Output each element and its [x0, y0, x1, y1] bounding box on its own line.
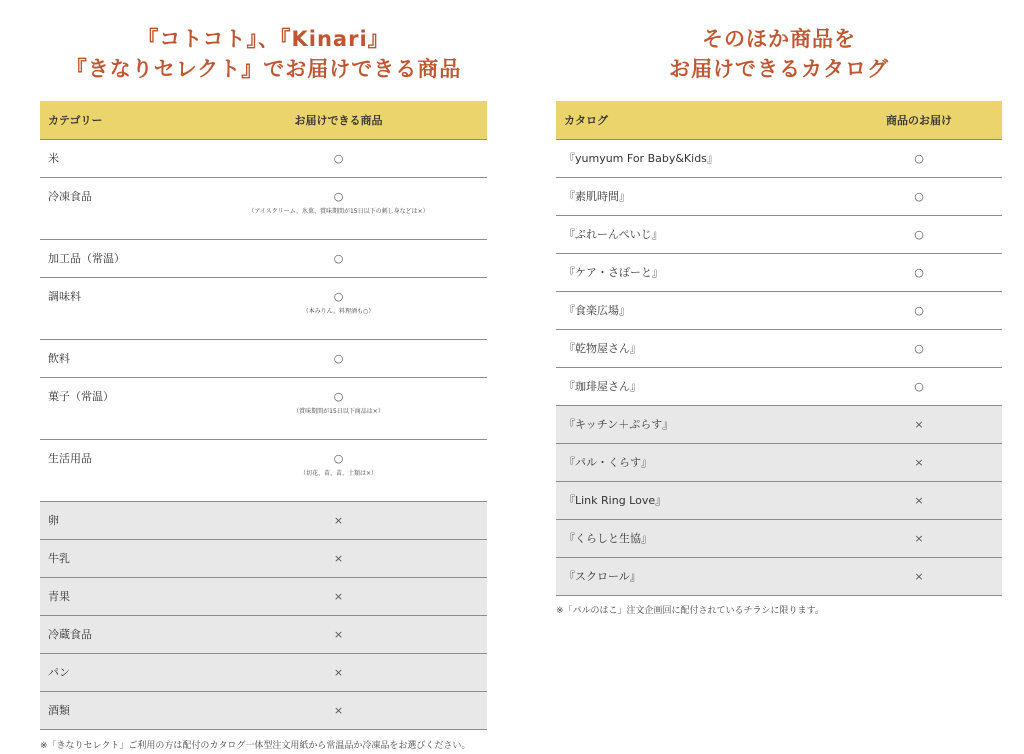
available-mark-icon: ○: [914, 341, 924, 355]
row-label: 牛乳: [48, 551, 70, 565]
table-row: [40, 654, 487, 692]
availability-cell: [836, 482, 1002, 520]
unavailable-mark-icon: ×: [333, 551, 344, 565]
row-label-cell: [40, 278, 190, 340]
unavailable-mark-icon: ×: [333, 665, 344, 679]
availability-cell: [190, 654, 487, 692]
available-mark-icon: ○: [333, 452, 344, 465]
row-label: 『食楽広場』: [564, 303, 630, 317]
row-label-cell: [556, 406, 836, 444]
row-note: （切花、苗、苗、土類は×）: [299, 470, 378, 477]
unavailable-mark-icon: ×: [333, 703, 344, 717]
availability-cell: [836, 444, 1002, 482]
row-label: 『乾物屋さん』: [564, 341, 641, 355]
category-table: [40, 101, 487, 730]
availability-cell: [836, 368, 1002, 406]
availability-cell: [836, 558, 1002, 596]
available-mark-icon: ○: [914, 189, 924, 203]
table-header-row: [556, 101, 1002, 140]
left-section-heading: [40, 0, 487, 101]
table-row: [556, 558, 1002, 596]
catalog-table-body: [556, 140, 1002, 596]
available-mark-icon: ○: [914, 303, 924, 317]
row-label-cell: [40, 502, 190, 540]
row-label-cell: [40, 378, 190, 440]
row-label-cell: [556, 558, 836, 596]
availability-cell: [190, 178, 487, 240]
row-label: 『Link Ring Love』: [564, 493, 667, 507]
heading-line: 『コトコト』、『Kinari』: [137, 27, 390, 51]
table-row: [556, 444, 1002, 482]
left-footnote: ※「きなりセレクト」ご利用の方は配付のカタログ一体型注文用紙から常温品か冷凍品をお選びください。: [40, 741, 471, 751]
table-row: [40, 278, 487, 340]
available-mark-icon: ○: [333, 251, 344, 265]
availability-cell: [836, 330, 1002, 368]
availability-cell: [190, 140, 487, 178]
table-row: [556, 406, 1002, 444]
available-mark-icon: ○: [914, 379, 924, 393]
row-label: 『ケア・さぽーと』: [564, 265, 663, 279]
row-label-cell: [556, 520, 836, 558]
row-label-cell: [556, 292, 836, 330]
column-header-category: カテゴリー: [40, 101, 190, 140]
table-row: [40, 692, 487, 730]
row-label: 冷凍食品: [48, 190, 92, 203]
row-label-cell: [40, 178, 190, 240]
row-label: 飲料: [48, 351, 70, 365]
column-header-delivery: 商品のお届け: [836, 101, 1002, 140]
table-row: [556, 254, 1002, 292]
table-row: [40, 178, 487, 240]
row-label: 調味料: [48, 290, 81, 303]
table-row: [556, 482, 1002, 520]
catalog-table: [556, 101, 1002, 596]
row-label-cell: [556, 482, 836, 520]
availability-cell: [190, 240, 487, 278]
column-header-deliverable: お届けできる商品: [190, 101, 487, 140]
row-label: 加工品（常温）: [48, 251, 125, 265]
row-label: 『素肌時間』: [564, 189, 630, 203]
row-label-cell: [40, 692, 190, 730]
table-row: [40, 540, 487, 578]
availability-cell: [190, 378, 487, 440]
availability-cell: [190, 440, 487, 502]
table-row: [556, 520, 1002, 558]
table-row: [556, 216, 1002, 254]
row-label-cell: [40, 240, 190, 278]
available-mark-icon: ○: [333, 351, 344, 365]
availability-cell: [836, 178, 1002, 216]
row-label: 菓子（常温）: [48, 390, 114, 403]
unavailable-mark-icon: ×: [333, 589, 344, 603]
table-header-row: [40, 101, 487, 140]
available-mark-icon: ○: [914, 151, 924, 165]
availability-cell: [190, 502, 487, 540]
right-section-heading: [556, 0, 1002, 101]
available-mark-icon: ○: [333, 151, 344, 165]
column-header-catalog: カタログ: [556, 101, 836, 140]
table-row: [556, 292, 1002, 330]
row-label: 『珈琲屋さん』: [564, 379, 641, 393]
heading-line: そのほか商品を: [702, 27, 856, 51]
row-label-cell: [556, 216, 836, 254]
row-note: （本みりん、料理酒も○）: [302, 308, 375, 315]
unavailable-mark-icon: ×: [333, 627, 344, 641]
unavailable-mark-icon: ×: [914, 569, 924, 583]
unavailable-mark-icon: ×: [914, 493, 924, 507]
row-label-cell: [40, 654, 190, 692]
row-label: 『パル・くらす』: [564, 455, 652, 469]
unavailable-mark-icon: ×: [914, 417, 924, 431]
row-label: 『スクロール』: [564, 569, 641, 583]
table-row: [556, 178, 1002, 216]
table-row: [556, 140, 1002, 178]
availability-cell: [836, 216, 1002, 254]
availability-cell: [836, 406, 1002, 444]
unavailable-mark-icon: ×: [914, 455, 924, 469]
row-label-cell: [40, 616, 190, 654]
heading-line: お届けできるカタログ: [669, 57, 889, 81]
row-label-cell: [556, 330, 836, 368]
table-row: [556, 368, 1002, 406]
row-label-cell: [40, 340, 190, 378]
category-table-body: [40, 140, 487, 730]
row-label-cell: [40, 540, 190, 578]
availability-cell: [836, 254, 1002, 292]
unavailable-mark-icon: ×: [914, 531, 924, 545]
row-note: （アイスクリーム、氷菓、賞味期間が15日以下の刺し身などは×）: [248, 208, 429, 215]
table-row: [40, 440, 487, 502]
available-mark-icon: ○: [914, 265, 924, 279]
row-label-cell: [556, 140, 836, 178]
delivery-categories-panel: [40, 0, 487, 754]
availability-cell: [190, 278, 487, 340]
row-label: 生活用品: [48, 452, 92, 465]
table-row: [40, 140, 487, 178]
availability-cell: [836, 520, 1002, 558]
row-label: 『yumyum For Baby&Kids』: [564, 151, 718, 165]
row-label-cell: [556, 254, 836, 292]
row-label: 『くらしと生協』: [564, 531, 652, 545]
row-label-cell: [556, 368, 836, 406]
row-label: 『キッチン＋ぷらす』: [564, 417, 674, 431]
table-row: [40, 578, 487, 616]
table-row: [40, 378, 487, 440]
row-label: パン: [48, 665, 70, 679]
row-label-cell: [40, 440, 190, 502]
availability-cell: [190, 340, 487, 378]
table-row: [40, 240, 487, 278]
available-mark-icon: ○: [914, 227, 924, 241]
right-footnote: ※「パルのはこ」注文企画回に配付されているチラシに限ります。: [556, 606, 824, 616]
row-label-cell: [40, 140, 190, 178]
row-label-cell: [556, 178, 836, 216]
availability-cell: [190, 578, 487, 616]
table-row: [40, 340, 487, 378]
availability-cell: [836, 292, 1002, 330]
available-mark-icon: ○: [333, 290, 344, 303]
table-row: [40, 616, 487, 654]
availability-cell: [190, 616, 487, 654]
other-catalogs-panel: [556, 0, 1002, 619]
table-row: [556, 330, 1002, 368]
heading-line: 『きなりセレクト』でお届けできる商品: [65, 57, 462, 81]
available-mark-icon: ○: [333, 390, 344, 403]
row-label-cell: [556, 444, 836, 482]
row-label: 酒類: [48, 703, 70, 717]
row-label: 青果: [48, 589, 70, 603]
availability-cell: [836, 140, 1002, 178]
available-mark-icon: ○: [333, 190, 344, 203]
row-label: 冷蔵食品: [48, 627, 92, 641]
availability-cell: [190, 692, 487, 730]
table-row: [40, 502, 487, 540]
row-label-cell: [40, 578, 190, 616]
row-label: 卵: [48, 513, 59, 527]
row-label: 米: [48, 151, 59, 165]
row-label: 『ぷれーんぺいじ』: [564, 227, 663, 241]
unavailable-mark-icon: ×: [333, 513, 344, 527]
row-note: （賞味期間が15日以下商品は×）: [293, 408, 384, 415]
availability-cell: [190, 540, 487, 578]
